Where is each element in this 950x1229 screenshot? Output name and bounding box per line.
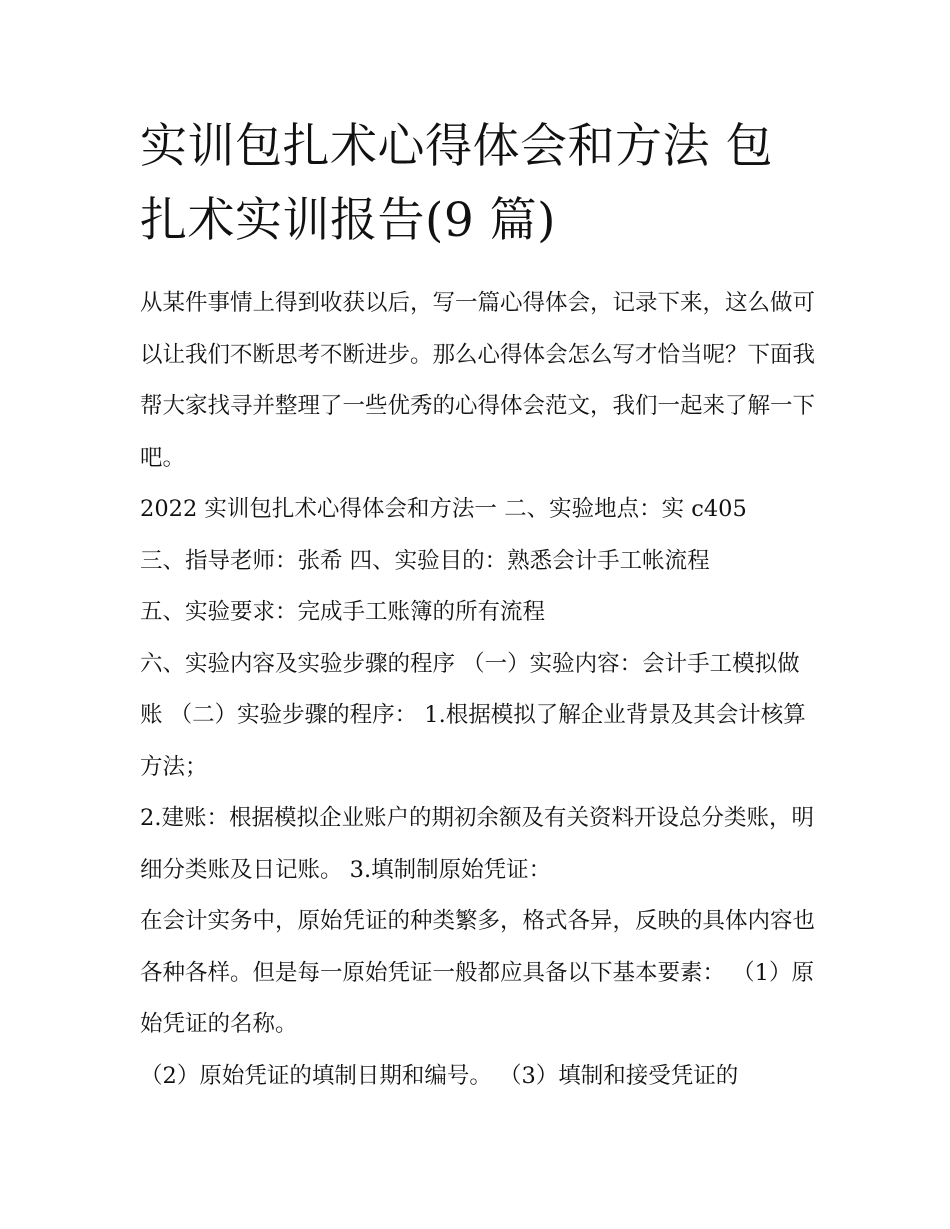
intro-paragraph: 从某件事情上得到收获以后，写一篇心得体会，记录下来，这么做可以让我们不断思考不断进步。那么心得体会怎么写才恰当呢？下面我帮大家找寻并整理了一些优秀的心得体会范文，我们一起来了解一下吧。 — [140, 290, 816, 471]
paragraph-content-steps: 六、实验内容及实验步骤的程序 （一）实验内容：会计手工模拟做账 （二）实验步骤的程序： 1.根据模拟了解企业背景及其会计核算方法； — [140, 650, 806, 780]
paragraph-experiment-location: 2022 实训包扎术心得体会和方法一 二、实验地点：实 c405 — [140, 496, 747, 522]
paragraph-account-setup: 2.建账：根据模拟企业账户的期初余额及有关资料开设总分类账，明细分类账及日记账。 3.填制制原始凭证： — [140, 805, 814, 883]
paragraph-requirements: 五、实验要求：完成手工账簿的所有流程 — [140, 599, 546, 625]
document-body — [140, 110, 820, 1102]
paragraph-original-vouchers: 在会计实务中，原始凭证的种类繁多，格式各异，反映的具体内容也各种各样。但是每一原始凭证一般都应具备以下基本要素： （1）原始凭证的名称。 — [140, 908, 816, 1037]
title-line-1: 实训包扎术心得体会和方法 包 — [140, 119, 773, 174]
paragraph-voucher-date: （2）原始凭证的填制日期和编号。 （3）填制和接受凭证的 — [140, 1062, 739, 1089]
paragraph-instructor: 三、指导老师：张希 四、实验目的：熟悉会计手工帐流程 — [140, 547, 710, 574]
title-line-2: 扎术实训报告(9 篇) — [140, 193, 557, 248]
document-title — [140, 110, 820, 258]
